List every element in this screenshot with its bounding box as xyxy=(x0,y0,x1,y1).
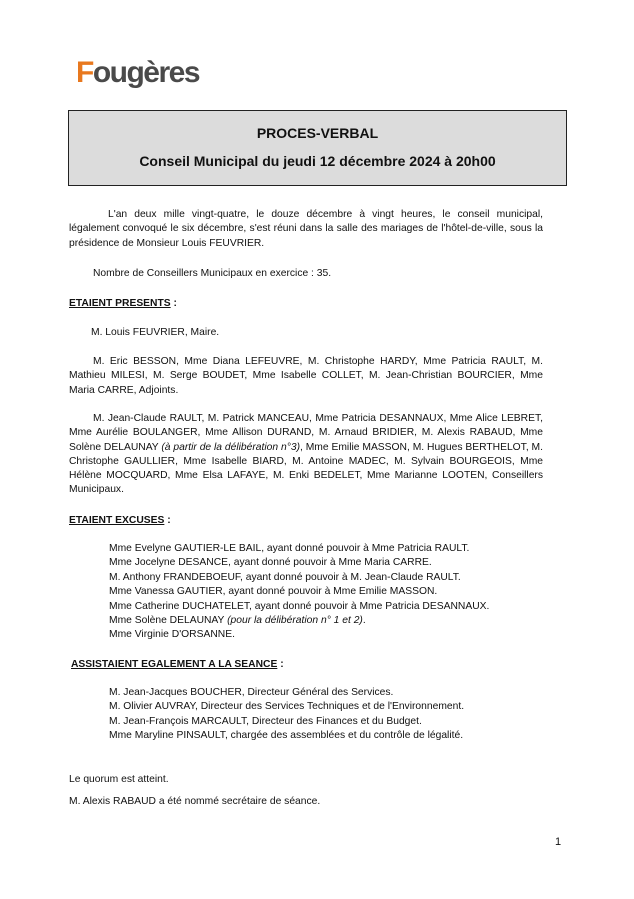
adjoints-paragraph: M. Eric BESSON, Mme Diana LEFEUVRE, M. Christophe HARDY, Mme Patricia RAULT, M. Mathieu MILESI, M. Serge BOUDET, Mme Isabelle COLLET, M. Jean-Christian BOURCIER, Mme Maria CARRE, Adjoints. xyxy=(69,356,543,396)
intro-paragraph: L'an deux mille vingt-quatre, le douze décembre à vingt heures, le conseil municipal, légalement convoqué le six décembre, s'est réuni dans la salle des mariages de l'hôtel-de-ville, sous la présidence de Monsieur Louis FEUVRIER. xyxy=(69,209,543,249)
logo-first-letter: F xyxy=(76,56,93,89)
presents-heading: ETAIENT PRESENTS : xyxy=(69,298,177,309)
list-item: M. Jean-François MARCAULT, Directeur des Finances et du Budget. xyxy=(109,715,422,727)
document-title: PROCES-VERBAL xyxy=(256,125,379,141)
list-item: Mme Vanessa GAUTIER, ayant donné pouvoir à Mme Emilie MASSON. xyxy=(109,586,438,598)
assistaient-list xyxy=(69,686,583,744)
list-item: Mme Solène DELAUNAY (pour la délibération n° 1 et 2). xyxy=(109,614,366,626)
session-title: Conseil Municipal du jeudi 12 décembre 2024 à 20h00 xyxy=(139,153,496,169)
list-item: M. Jean-Jacques BOUCHER, Directeur Général des Services. xyxy=(109,687,394,698)
title-box xyxy=(68,110,567,186)
list-item: M. Anthony FRANDEBOEUF, ayant donné pouvoir à M. Jean-Claude RAULT. xyxy=(109,571,461,583)
list-item: Mme Jocelyne DESANCE, ayant donné pouvoir à Mme Maria CARRE. xyxy=(109,557,432,569)
list-item: Mme Evelyne GAUTIER-LE BAIL, ayant donné pouvoir à Mme Patricia RAULT. xyxy=(109,543,470,554)
list-item: Mme Virginie D'ORSANNE. xyxy=(109,629,235,641)
list-item: Mme Maryline PINSAULT, chargée des assemblées et du contrôle de légalité. xyxy=(109,730,464,742)
excuses-heading: ETAIENT EXCUSES : xyxy=(69,515,171,526)
maire-line: M. Louis FEUVRIER, Maire. xyxy=(91,327,220,338)
delaunay-note: (à partir de la délibération n°3) xyxy=(161,441,300,453)
excuses-list xyxy=(69,542,583,643)
list-item: Mme Catherine DUCHATELET, ayant donné pouvoir à Mme Patricia DESANNAUX. xyxy=(109,600,490,612)
assistaient-heading: ASSISTAIENT EGALEMENT A LA SEANCE : xyxy=(71,659,284,670)
quorum-line: Le quorum est atteint. xyxy=(69,774,169,785)
list-item: M. Olivier AUVRAY, Directeur des Services Techniques et de l'Environnement. xyxy=(109,701,465,713)
councillor-count: Nombre de Conseillers Municipaux en exercice : 35. xyxy=(93,268,332,279)
logo-rest: ougères xyxy=(92,56,200,89)
conseillers-paragraph: M. Jean-Claude RAULT, M. Patrick MANCEAU, Mme Patricia DESANNAUX, Mme Alice LEBRET, Mme Aurélie BOULANGER, Mme Allison DURAND, M. Arnaud BRIDIER, M. Alexis RABAUD, Mme Solène DELAUNAY (à partir de la délibération n°3), Mme Emilie MASSON, M. Hugues BERTHELOT, M. Christophe GAULLIER, Mme Isabelle BIARD, M. Antoine MADEC, M. Sylvain BOURGEOIS, Mme Hélène MOCQUARD, Mme Elsa LAFAYE, M. Enki BEDELET, Mme Marianne LOOTEN, Conseillers Municipaux. xyxy=(69,413,543,496)
secretary-line: M. Alexis RABAUD a été nommé secrétaire de séance. xyxy=(69,796,321,807)
fougeres-logo xyxy=(76,52,216,96)
page-number: 1 xyxy=(555,836,562,848)
